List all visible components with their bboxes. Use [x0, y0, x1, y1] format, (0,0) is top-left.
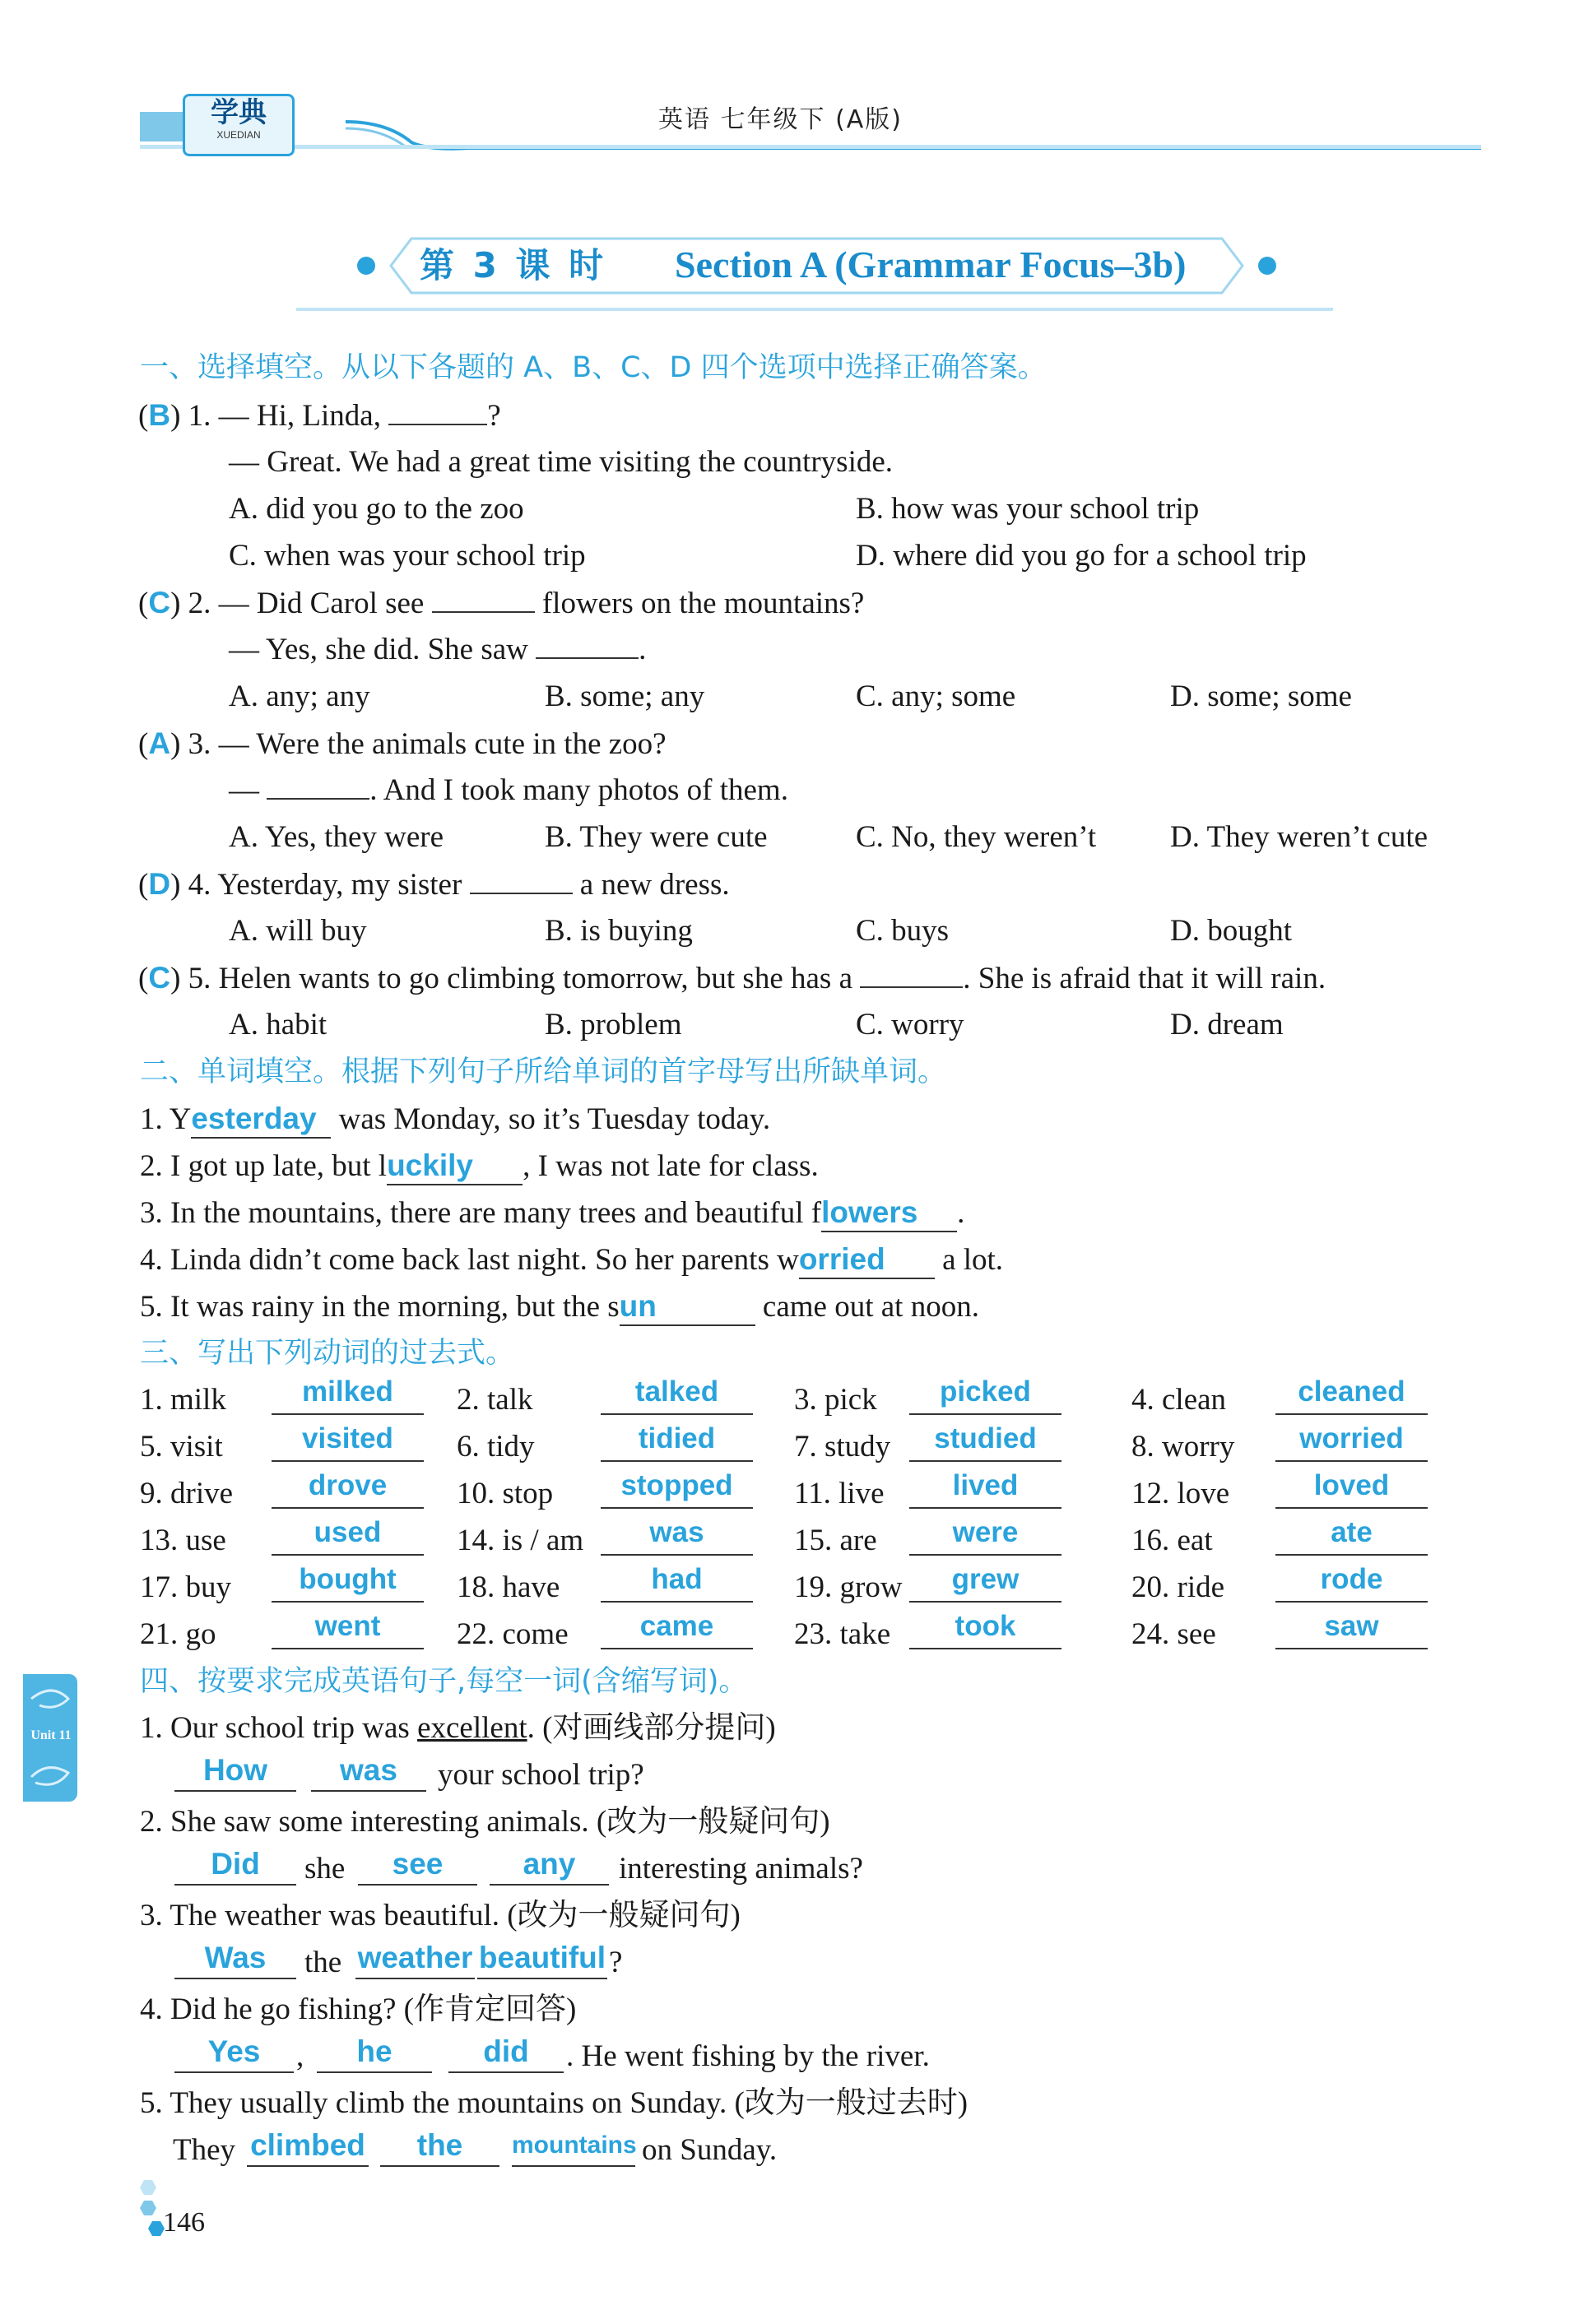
verb-answer-blank — [272, 1516, 424, 1556]
question-text: . And I took many photos of them. — [369, 773, 788, 807]
question-text: . — [639, 633, 647, 666]
blank — [860, 986, 963, 988]
verb-prompt: 22. come — [457, 1617, 569, 1651]
verb-prompt: 10. stop — [457, 1477, 554, 1510]
item-text: was Monday, so it’s Tuesday today. — [338, 1102, 771, 1136]
verb-answer: worried — [1299, 1422, 1404, 1454]
option-c: C. buys — [856, 914, 950, 948]
part2-heading: 二、单词填空。根据下列句子所给单词的首字母写出所缺单词。 — [140, 1055, 947, 1088]
verb-answer: used — [314, 1516, 382, 1548]
verb-prompt: 1. milk — [140, 1383, 226, 1417]
answer-blank — [448, 2034, 564, 2073]
verb-answer: drove — [308, 1469, 388, 1501]
item-text: , I was not late for class. — [523, 1149, 819, 1183]
verb-answer-blank — [909, 1422, 1061, 1462]
option-b: B. They were cute — [545, 820, 768, 854]
question-text: flowers on the mountains? — [541, 587, 865, 620]
verb-answer-blank — [909, 1375, 1061, 1415]
question-number: 1. — [188, 399, 211, 433]
verb-answer-blank — [1275, 1610, 1428, 1649]
option-a: A. Yes, they were — [229, 820, 444, 854]
question-number: 5. — [188, 962, 211, 995]
sentence-comma: , — [296, 2039, 304, 2073]
item-text: . — [957, 1196, 965, 1230]
verb-prompt: 2. talk — [457, 1383, 533, 1417]
option-d: D. They weren’t cute — [1170, 820, 1428, 854]
verb-answer-blank — [1275, 1516, 1428, 1556]
sentence-tail: ? — [609, 1946, 623, 1979]
item-text: 3. In the mountains, there are many trees and beautiful f — [140, 1196, 822, 1230]
verb-answer-blank — [909, 1469, 1061, 1509]
answer-blank — [247, 2128, 369, 2167]
verb-answer-blank — [272, 1422, 424, 1462]
option-a: A. any; any — [229, 680, 370, 713]
word-fill-item — [140, 1194, 964, 1232]
option-a: A. will buy — [229, 914, 367, 948]
answer-text: see — [392, 1847, 444, 1881]
item-text: 4. Linda didn’t come back last night. So her parents w — [140, 1243, 799, 1277]
answer-text: the — [416, 2128, 463, 2162]
option-c: C. worry — [856, 1008, 964, 1041]
verb-answer: grew — [951, 1563, 1020, 1595]
verb-prompt: 19. grow — [794, 1570, 903, 1604]
verb-answer: visited — [302, 1422, 393, 1454]
verb-prompt: 3. pick — [794, 1383, 877, 1417]
verb-answer: tidied — [638, 1422, 716, 1454]
answer-text: mountains — [512, 2131, 637, 2159]
part3-heading: 三、写出下列动词的过去式。 — [140, 1337, 515, 1370]
answer-blank — [477, 1943, 607, 1979]
option-b: B. some; any — [545, 680, 705, 713]
question-text: Helen wants to go climbing tomorrow, but she has a — [218, 962, 852, 995]
answer-blank — [174, 1849, 296, 1886]
verb-answer: went — [314, 1610, 381, 1642]
question-4: (D) 4. Yesterday, my sister a new dress. — [138, 867, 730, 902]
answer-text: any — [523, 1847, 576, 1881]
option-d: D. some; some — [1170, 680, 1352, 713]
lesson-title-cn: 第 3 课 时 — [420, 245, 607, 285]
verb-answer-blank — [601, 1563, 753, 1603]
verb-answer-blank — [601, 1610, 753, 1649]
blank — [536, 657, 639, 659]
verb-answer-blank — [272, 1375, 424, 1415]
question-5: (C) 5. Helen wants to go climbing tomorrow, but she has a . She is afraid that it will rain. — [138, 961, 1326, 995]
answer-blank — [355, 1943, 475, 1979]
answer-blank — [380, 2128, 499, 2167]
option-b: B. is buying — [545, 914, 693, 948]
answer-blank — [174, 2034, 294, 2073]
answer-text: climbed — [250, 2128, 365, 2162]
option-b: B. how was your school trip — [856, 492, 1200, 526]
verb-prompt: 7. study — [794, 1430, 891, 1464]
verb-answer: rode — [1320, 1563, 1383, 1595]
word-fill-item — [140, 1101, 770, 1139]
question-text: ? — [487, 399, 501, 433]
verb-answer-blank — [1275, 1563, 1428, 1603]
verb-prompt: 14. is / am — [457, 1524, 584, 1557]
verb-answer-blank — [909, 1516, 1061, 1556]
word-fill-answer: lowers — [821, 1194, 957, 1232]
verb-answer-blank — [1275, 1375, 1428, 1415]
logo-text: 学典 — [211, 96, 267, 129]
verb-answer: picked — [940, 1375, 1031, 1408]
verb-answer: talked — [634, 1375, 719, 1408]
answer-2: C — [148, 586, 171, 619]
verb-prompt: 23. take — [794, 1617, 891, 1651]
question-1: (B) 1. — Hi, Linda, ? — [138, 398, 501, 433]
rewrite-question-2: 2. She saw some interesting animals. (改为一般疑问句) — [140, 1805, 830, 1839]
answer-4: D — [148, 867, 171, 901]
part1-heading: 一、选择填空。从以下各题的 A、B、C、D 四个选项中选择正确答案。 — [140, 351, 1047, 384]
word-fill-item — [140, 1148, 819, 1185]
word-fill-answer: un — [620, 1288, 755, 1326]
verb-prompt: 8. worry — [1131, 1430, 1235, 1464]
item-text: came out at noon. — [762, 1290, 979, 1324]
answer-text: was — [340, 1753, 397, 1787]
blank — [470, 893, 573, 894]
answer-text: did — [483, 2034, 529, 2068]
question-text: — Hi, Linda, — [218, 399, 381, 433]
question-3: (A) 3. — Were the animals cute in the zoo? — [138, 726, 667, 761]
answer-1: B — [148, 398, 171, 432]
verb-prompt: 9. drive — [140, 1477, 234, 1510]
verb-prompt: 12. love — [1131, 1477, 1230, 1510]
option-c: C. when was your school trip — [229, 539, 586, 573]
sentence-tail: your school trip? — [438, 1758, 644, 1792]
verb-answer: loved — [1313, 1469, 1390, 1501]
answer-blank — [317, 2034, 432, 2073]
sentence-tail: interesting animals? — [619, 1852, 863, 1886]
rewrite-question-1 — [140, 1710, 776, 1746]
question-text: a new dress. — [579, 868, 730, 902]
answer-blank — [174, 1753, 296, 1792]
answer-text: he — [356, 2034, 393, 2068]
sentence-word: the — [304, 1946, 342, 1979]
verb-answer-blank — [1275, 1469, 1428, 1509]
verb-prompt: 5. visit — [140, 1430, 223, 1464]
verb-answer-blank — [601, 1516, 753, 1556]
answer-text: Did — [211, 1847, 260, 1881]
sentence-word: she — [304, 1852, 346, 1886]
answer-5: C — [148, 961, 171, 995]
verb-answer-blank — [909, 1563, 1061, 1603]
option-a: A. did you go to the zoo — [229, 492, 524, 526]
verb-answer-blank — [272, 1610, 424, 1649]
question-text: — Yes, she did. She saw — [229, 633, 528, 666]
verb-answer: took — [955, 1610, 1016, 1642]
answer-blank — [311, 1753, 426, 1792]
verb-answer: stopped — [620, 1469, 733, 1501]
prompt-text: 1. Our school trip was — [140, 1711, 418, 1745]
option-d: D. dream — [1170, 1008, 1284, 1041]
item-text: 2. I got up late, but l — [140, 1149, 388, 1183]
item-text: 1. Y — [140, 1102, 192, 1136]
page-number: 146 — [163, 2207, 205, 2238]
sentence-tail: . He went fishing by the river. — [566, 2039, 930, 2073]
verb-prompt: 15. are — [794, 1524, 877, 1557]
option-d: D. bought — [1170, 914, 1292, 948]
answer-text: beautiful — [478, 1941, 606, 1974]
option-b: B. problem — [545, 1008, 682, 1041]
verb-answer-blank — [601, 1469, 753, 1509]
answer-text: Yes — [207, 2034, 261, 2068]
answer-text: Was — [204, 1941, 267, 1974]
verb-prompt: 4. clean — [1131, 1383, 1227, 1417]
verb-prompt: 16. eat — [1131, 1524, 1213, 1557]
verb-prompt: 18. have — [457, 1570, 560, 1604]
answer-3: A — [148, 726, 171, 760]
verb-answer-blank — [601, 1422, 753, 1462]
verb-answer: bought — [299, 1563, 397, 1595]
option-c: C. any; some — [856, 680, 1016, 713]
question-text: Yesterday, my sister — [217, 868, 462, 902]
verb-prompt: 20. ride — [1131, 1570, 1225, 1604]
answer-text: How — [202, 1753, 268, 1787]
item-text: 5. It was rainy in the morning, but the s — [140, 1290, 620, 1324]
rewrite-question-4: 4. Did he go fishing? (作肯定回答) — [140, 1992, 577, 2026]
verb-answer: came — [639, 1610, 714, 1642]
item-text: a lot. — [942, 1243, 1004, 1277]
word-fill-answer: esterday — [191, 1101, 331, 1139]
option-d: D. where did you go for a school trip — [856, 539, 1307, 573]
verb-answer: lived — [952, 1469, 1019, 1501]
question-text: . She is afraid that it will rain. — [963, 962, 1326, 995]
part4-heading: 四、按要求完成英语句子,每空一词(含缩写词)。 — [140, 1665, 748, 1698]
verb-prompt: 11. live — [794, 1477, 885, 1510]
book-title: 英语 七年级下 (A版) — [658, 105, 903, 134]
word-fill-item — [140, 1241, 1003, 1279]
word-fill-item — [140, 1288, 979, 1326]
answer-blank — [490, 1849, 609, 1886]
logo — [183, 94, 295, 156]
verb-prompt: 17. buy — [140, 1570, 231, 1604]
question-text: — — [229, 773, 259, 807]
word-fill-answer: orried — [799, 1241, 935, 1279]
word-fill-answer: uckily — [387, 1148, 523, 1185]
rewrite-question-3: 3. The weather was beautiful. (改为一般疑问句) — [140, 1899, 741, 1932]
blank — [432, 611, 535, 613]
question-number: 3. — [188, 727, 211, 761]
question-text: — Did Carol see — [218, 587, 425, 620]
verb-answer-blank — [909, 1610, 1061, 1649]
sentence-tail: on Sunday. — [642, 2133, 778, 2167]
answer-blank — [512, 2131, 635, 2167]
logo-subtext: XUEDIAN — [216, 129, 261, 141]
verb-answer: cleaned — [1298, 1375, 1405, 1408]
underlined-word: excellent — [417, 1711, 527, 1745]
question-number: 2. — [188, 587, 211, 620]
verb-prompt: 21. go — [140, 1617, 216, 1651]
answer-blank — [358, 1849, 477, 1886]
verb-prompt: 6. tidy — [457, 1430, 535, 1464]
verb-answer-blank — [272, 1563, 424, 1603]
question-2: (C) 2. — Did Carol see flowers on the mountains? — [138, 586, 865, 620]
answer-blank — [174, 1943, 296, 1979]
lesson-title-banner — [296, 229, 1333, 311]
option-c: C. No, they weren’t — [856, 820, 1097, 854]
verb-answer-blank — [272, 1469, 424, 1509]
blank — [267, 798, 369, 800]
verb-answer: ate — [1331, 1516, 1373, 1548]
verb-answer: milked — [302, 1375, 393, 1408]
answer-text: weather — [357, 1941, 473, 1974]
question-2-reply — [229, 632, 646, 668]
unit-side-tab — [23, 1674, 77, 1802]
verb-answer-blank — [1275, 1422, 1428, 1462]
verb-prompt: 24. see — [1131, 1617, 1216, 1651]
verb-answer: saw — [1324, 1610, 1379, 1642]
verb-answer: were — [952, 1516, 1019, 1548]
header-bar — [140, 96, 1481, 151]
verb-answer-blank — [601, 1375, 753, 1415]
lesson-title-en: Section A (Grammar Focus–3b) — [675, 244, 1187, 285]
question-text: — Were the animals cute in the zoo? — [218, 727, 667, 761]
question-3-reply — [229, 772, 788, 809]
verb-answer: was — [649, 1516, 704, 1548]
rewrite-question-5: 5. They usually climb the mountains on Sunday. (改为一般过去时) — [140, 2086, 969, 2120]
verb-prompt: 13. use — [140, 1524, 226, 1557]
question-1-reply: — Great. We had a great time visiting the countryside. — [229, 445, 894, 479]
option-a: A. habit — [229, 1008, 327, 1041]
prompt-text: . (对画线部分提问) — [527, 1711, 776, 1745]
unit-label: Unit 11 — [30, 1728, 72, 1742]
verb-answer: studied — [934, 1422, 1037, 1454]
question-number: 4. — [188, 868, 211, 902]
sentence-word: They — [173, 2133, 236, 2167]
verb-answer: had — [651, 1563, 703, 1595]
blank — [388, 424, 487, 425]
